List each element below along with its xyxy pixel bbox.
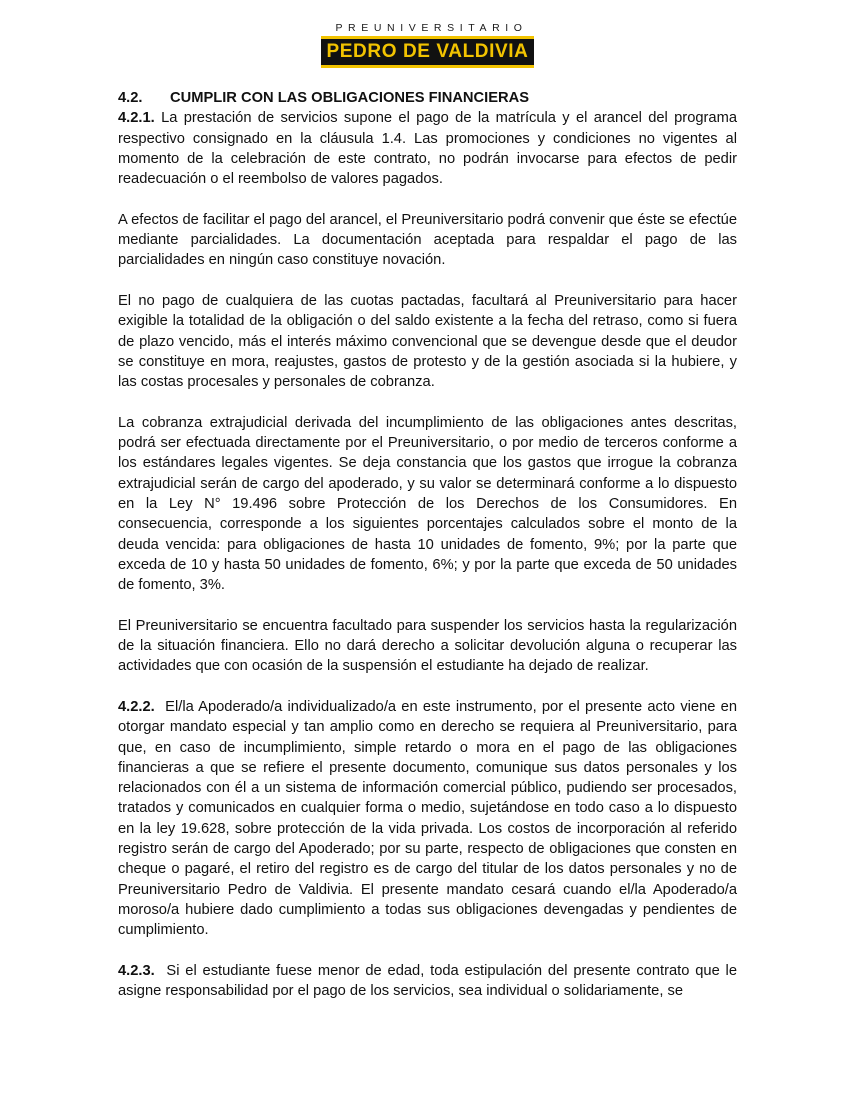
logo	[0, 22, 855, 68]
clause-4-2-1-paragraph-1	[118, 108, 737, 189]
logo-main-text: PEDRO DE VALDIVIA	[326, 41, 529, 62]
section-title: CUMPLIR CON LAS OBLIGACIONES FINANCIERAS	[170, 90, 530, 106]
clause-4-2-1-paragraph-4: La cobranza extrajudicial derivada del incumplimiento de las obligaciones antes descritas, podrá ser efectuada directamente por el Preuniversitario, o por medio de terceros conforme a los estándares legales vigentes. Se deja constancia que los gastos que irrogue la cobranza extrajudicial serán de cargo del apoderado, y su valor se determinará conforme a lo dispuesto en la Ley N° 19.496 sobre Protección de los Derechos de los Consumidores. En consecuencia, corresponde a los siguientes porcentajes calculados sobre el monto de la deuda vencida: para obligaciones de hasta 10 unidades de fomento, 9%; por la parte que exceda de 10 y hasta 50 unidades de fomento, 6%; y por la parte que exceda de 50 unidades de fomento, 3%.	[118, 414, 737, 594]
section-number: 4.2.	[118, 90, 143, 106]
clause-4-2-2-number: 4.2.2.	[118, 698, 155, 715]
clause-4-2-3-text: Si el estudiante fuese menor de edad, toda estipulación del presente contrato que le asigne responsabilidad por el pago de los servicios, sea individual o solidariamente, se	[118, 962, 742, 1000]
clause-4-2-1-paragraph-5: El Preuniversitario se encuentra facultado para suspender los servicios hasta la regularización de la situación financiera. Ello no dará derecho a solicitar devolución alguna o recuperar las actividades que con ocasión de la suspensión el estudiante ha dejado de realizar.	[118, 617, 737, 675]
logo-top-text: PREUNIVERSITARIO	[335, 22, 528, 34]
clause-4-2-1-paragraph-2: A efectos de facilitar el pago del arancel, el Preuniversitario podrá convenir que éste se efectúe mediante parcialidades. La documentación aceptada para respaldar el pago de las parcialidades en ningún caso constituye novación.	[118, 211, 737, 269]
logo-banner	[321, 36, 535, 68]
clause-4-2-1-text-1: La prestación de servicios supone el pago de la matrícula y el arancel del programa respectivo consignado en la cláusula 1.4. Las promociones y condiciones no vigentes al momento de la celebración de este contrato, no podrán invocarse para efectos de pedir readecuación o el reembolso de valores pagados.	[118, 110, 737, 188]
clause-4-2-2-paragraph	[118, 697, 742, 941]
clause-4-2-3-paragraph	[118, 961, 742, 1002]
document-body	[118, 88, 742, 1001]
section-heading	[118, 88, 737, 108]
clause-4-2-3-number: 4.2.3.	[118, 962, 155, 979]
clause-4-2-1-number: 4.2.1.	[118, 110, 155, 127]
clause-4-2-1-paragraph-3: El no pago de cualquiera de las cuotas pactadas, facultará al Preuniversitario para hacer exigible la totalidad de la obligación o del saldo existente a la fecha del retraso, como si fuera de plazo vencido, más el interés máximo convencional que se devengue desde que el deudor se constituye en mora, reajustes, gastos de protesto y de la gestión asociada si la hubiere, y las costas procesales y personales de cobranza.	[118, 292, 737, 391]
clause-4-2-2-text: El/la Apoderado/a individualizado/a en este instrumento, por el presente acto viene en otorgar mandato especial y tan amplio como en derecho se requiera al Preuniversitario, para que, en caso de incumplimiento, simple retardo o mora en el pago de las obligaciones financieras a que se refiere el presente documento, comunique sus datos personales y los relacionados con él a un sistema de información comercial público, pudiendo ser procesados, tratados y comunicados en cualquier forma o medio, sujetándose en todo caso a lo dispuesto en la ley 19.628, sobre protección de la vida privada. Los costos de incorporación al referido registro serán de cargo del Apoderado; por su parte, respecto de obligaciones que consten en cheque o pagaré, el retiro del registro es de cargo del titular de los datos personales y no de Preuniversitario Pedro de Valdivia. El presente mandato cesará cuando el/la Apoderado/a moroso/a hubiere dado cumplimiento a todas sus obligaciones devengadas y pendientes de cumplimiento.	[118, 698, 742, 939]
